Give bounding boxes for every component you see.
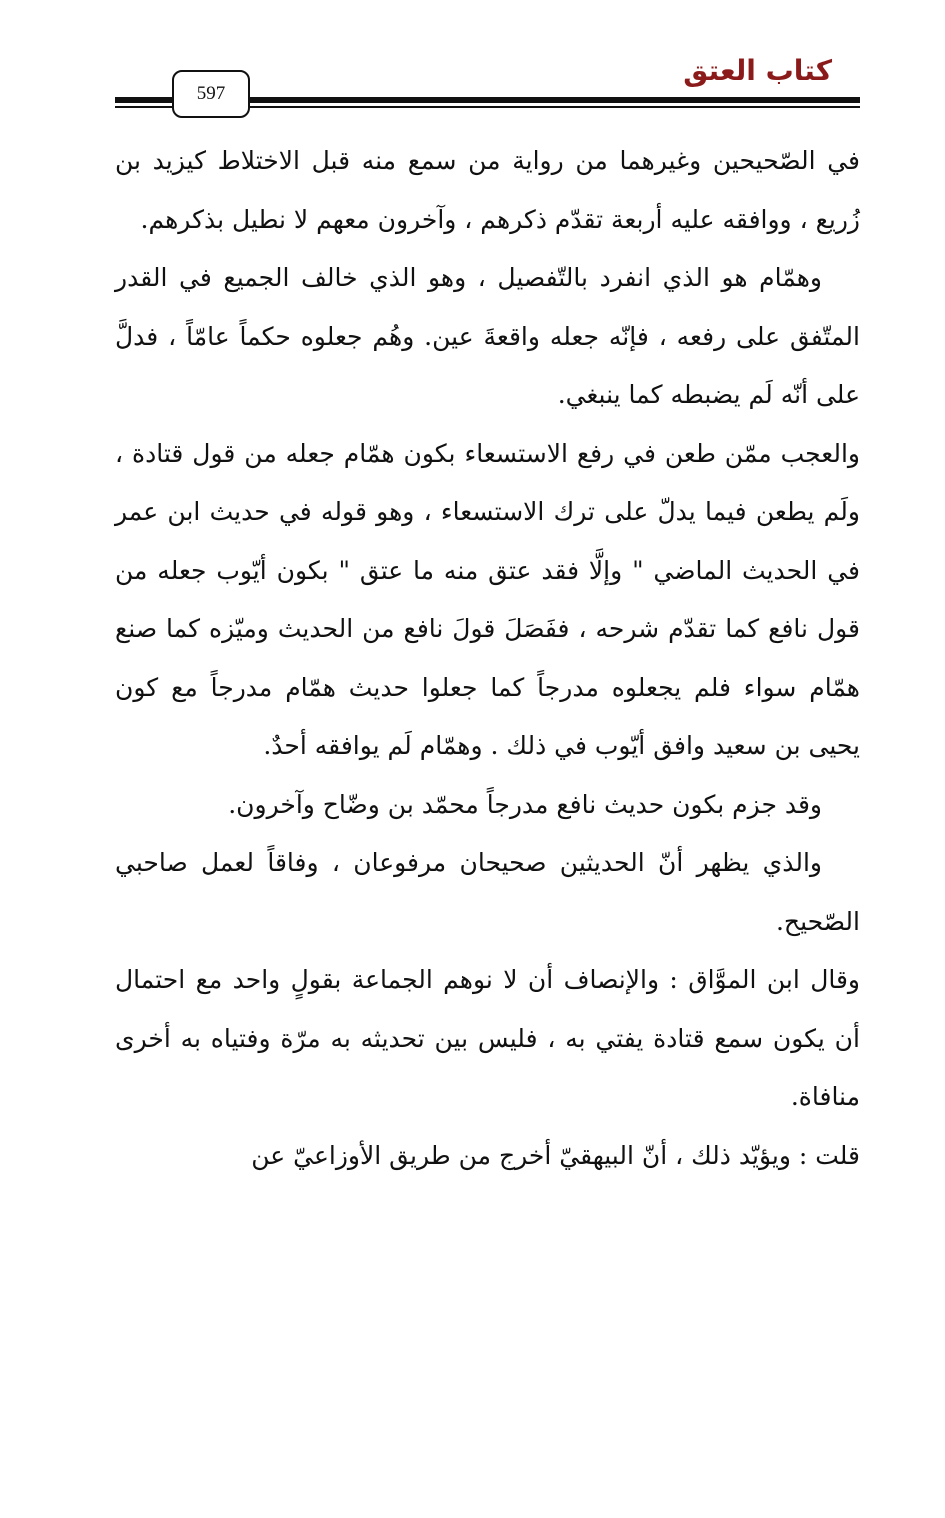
page-header xyxy=(115,52,860,122)
paragraph: والذي يظهر أنّ الحديثين صحيحان مرفوعان ، وفاقاً لعمل صاحبي الصّحيح. xyxy=(115,848,860,936)
page-number: 597 xyxy=(196,83,226,104)
paragraph: والعجب ممّن طعن في رفع الاستسعاء بكون همّام جعله من قول قتادة ، ولَم يطعن فيما يدلّ على ترك الاستسعاء ، وهو قوله في حديث ابن عمر في الحديث الماضي " وإلَّا فقد عتق منه ما عتق " بكون أيّوب جعله من قول نافع كما تقدّم شرحه ، ففَصَلَ قولَ نافع من الحديث وميّزه كما صنع همّام سواء فلم يجعلوه مدرجاً كما جعلوا حديث همّام مدرجاً مع كون يحيى بن سعيد وافق أيّوب في ذلك . وهمّام لَم يوافقه أحدٌ. xyxy=(115,438,860,760)
paragraph-continuation: في الصّحيحين وغيرهما من رواية من سمع منه قبل الاختلاط كيزيد بن زُريع ، ووافقه عليه أربعة تقدّم ذكرهم ، وآخرون معهم لا نطيل بذكرهم. xyxy=(115,146,860,234)
paragraph: وقد جزم بكون حديث نافع مدرجاً محمّد بن وضّاح وآخرون. xyxy=(228,789,822,819)
page-body xyxy=(115,132,860,1185)
paragraph: قلت : ويؤيّد ذلك ، أنّ البيهقيّ أخرج من طريق الأوزاعيّ عن xyxy=(251,1140,860,1170)
page-number-box xyxy=(172,70,250,118)
book-title: كتاب العتق xyxy=(683,54,832,87)
paragraph: وقال ابن الموَّاق : والإنصاف أن لا نوهم الجماعة بقولٍ واحد مع احتمال أن يكون سمع قتادة يفتي به ، فليس بين تحديثه به مرّة وفتياه به أخرى منافاة. xyxy=(115,965,860,1111)
paragraph: وهمّام هو الذي انفرد بالتّفصيل ، وهو الذي خالف الجميع في القدر المتّفق على رفعه ، فإنّه جعله واقعةَ عين. وهُم جعلوه حكماً عامّاً ، فدلَّ على أنّه لَم يضبطه كما ينبغي. xyxy=(115,263,860,409)
